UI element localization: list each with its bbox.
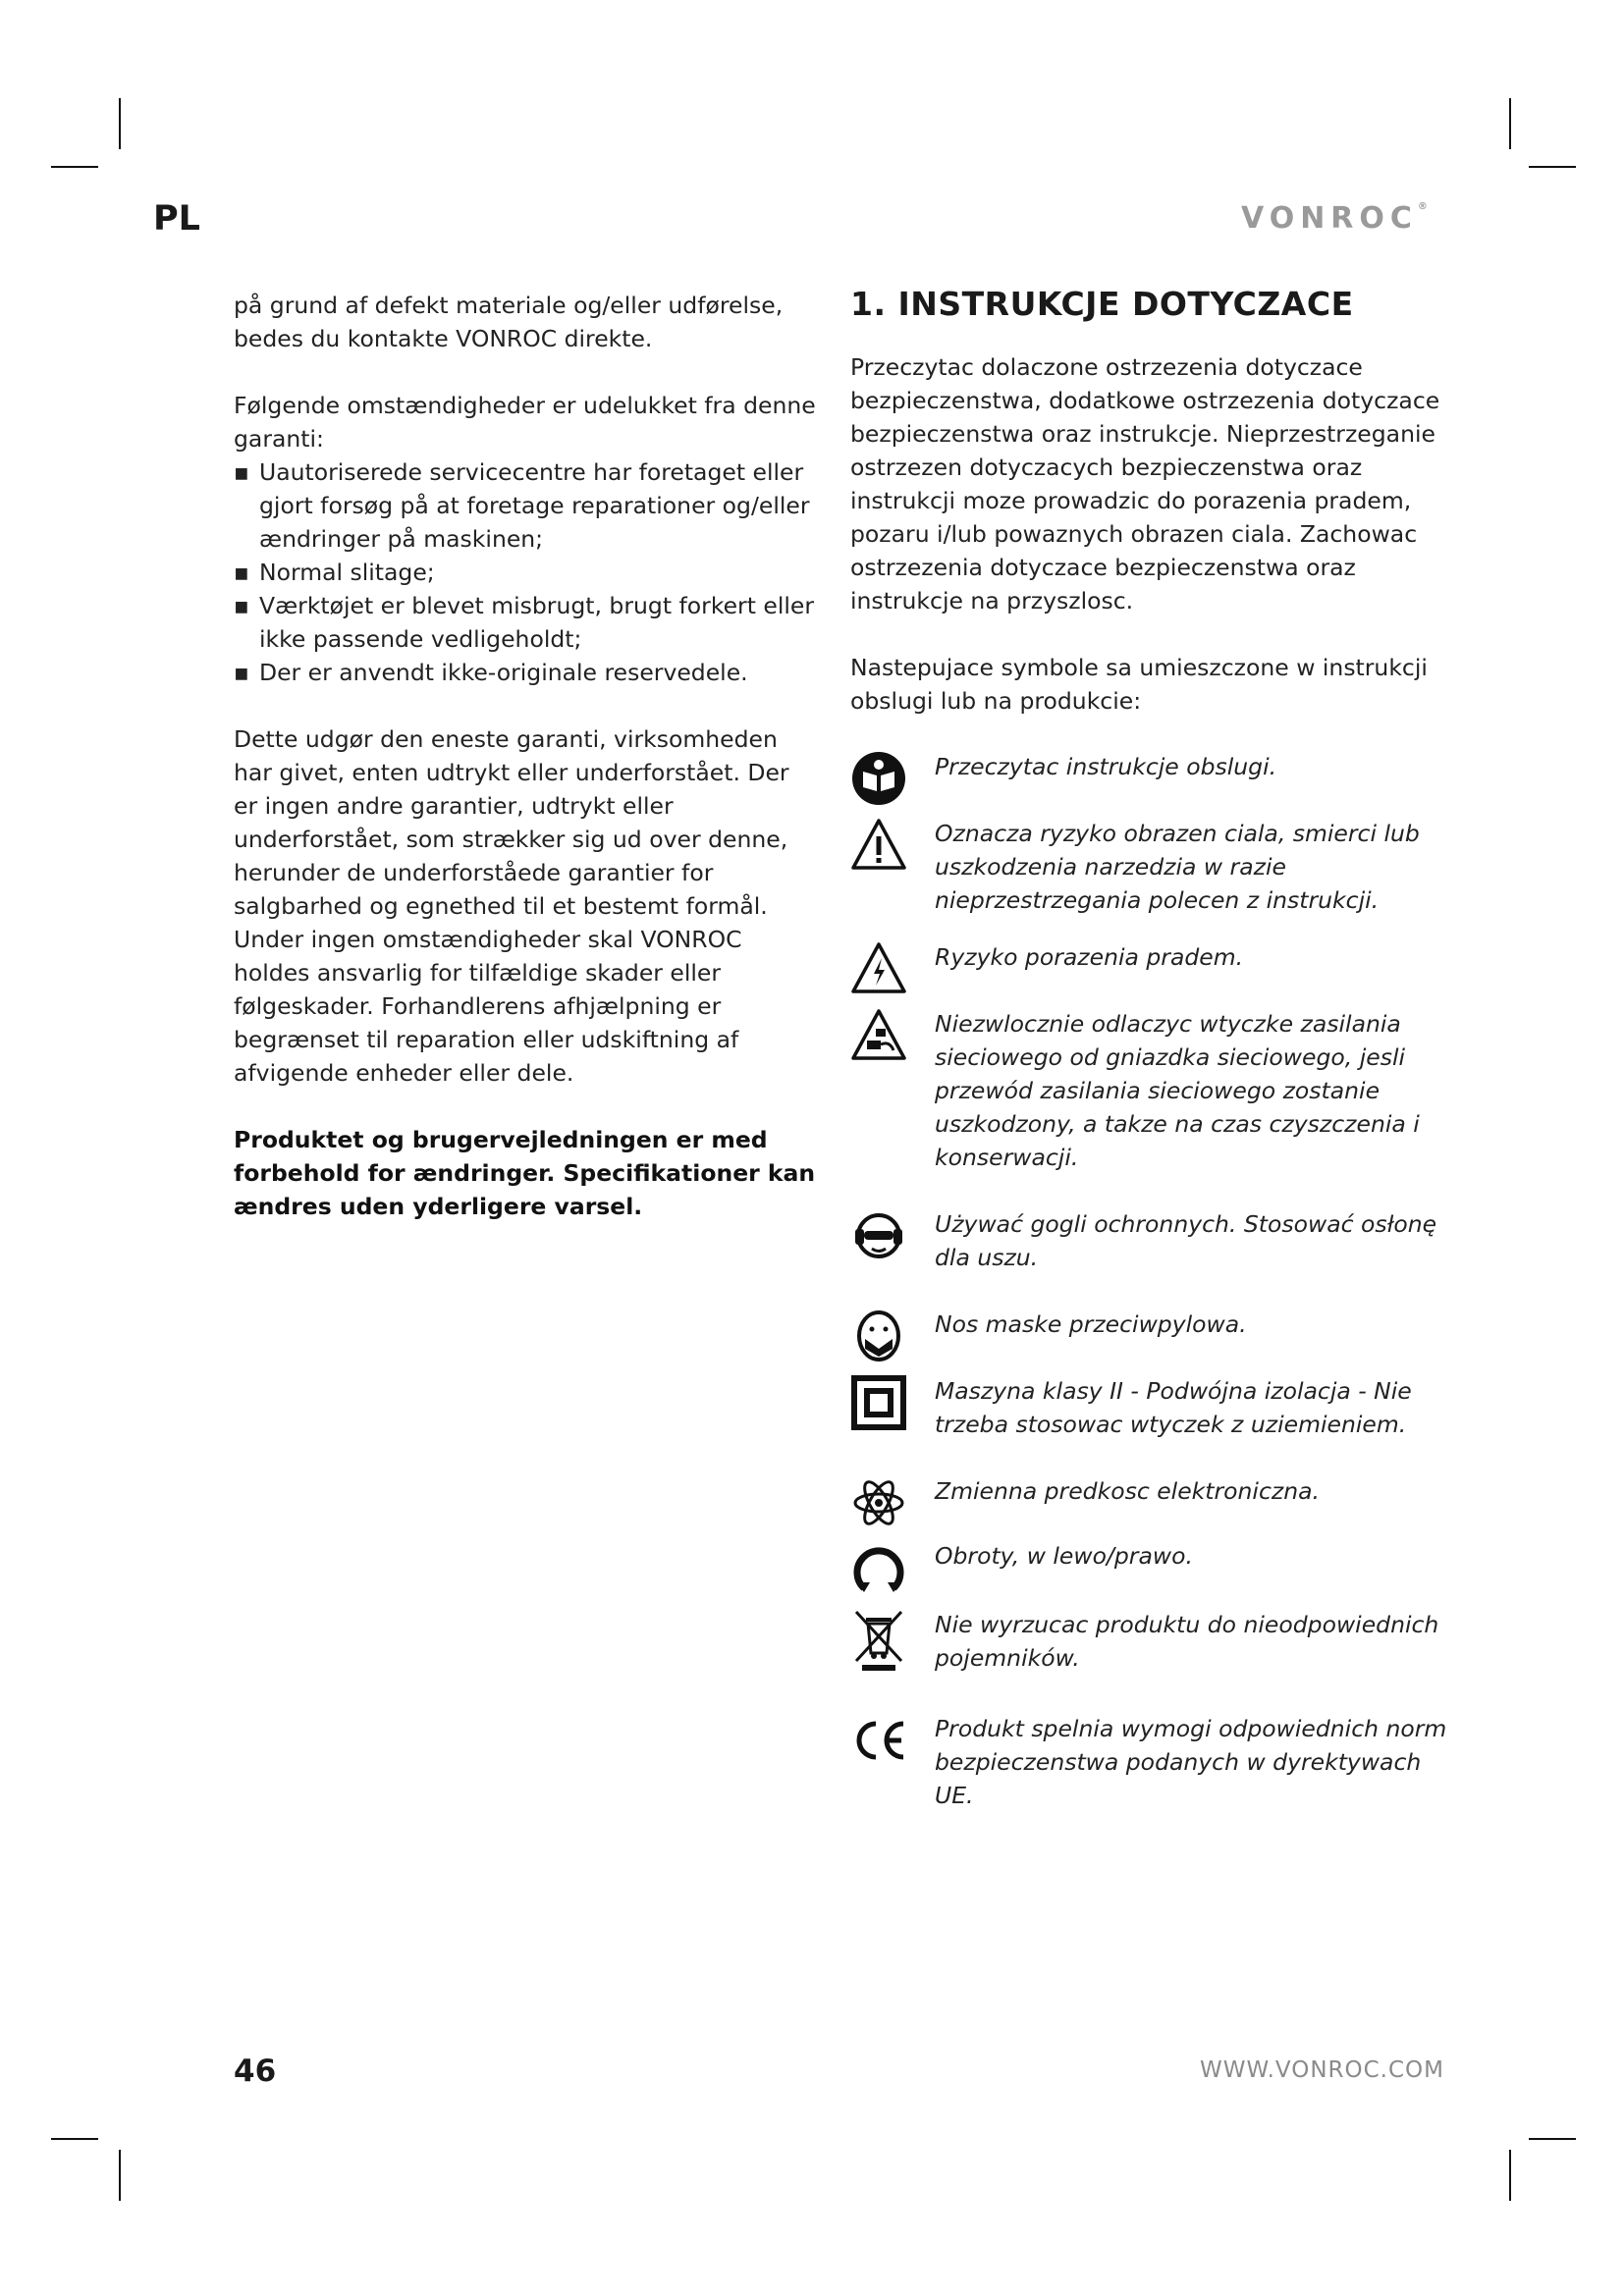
electric-shock-icon: [850, 940, 907, 997]
goggles-earmuffs-icon: [850, 1207, 907, 1264]
warranty-disclaimer-text: Dette udgør den eneste garanti, virksomheden har givet, enten udtrykt eller underforstået. Der er ingen andre garantier, udtrykt eller underforstået, som strækker sig ud over denne, herunder de underforståede garantier for salgbarhed og egnethed til et bestemt formål. Under ingen omstændigheder skal VONROC holdes ansvarlig for tilfældige skader eller følgeskader. Forhandlerens afhjælpning er begrænset til reparation eller udskiftning af afvigende enheder eller dele.: [234, 725, 789, 1087]
crop-mark: [1509, 98, 1511, 149]
class-ii-icon: [850, 1374, 907, 1431]
list-item: ▪ Der er anvendt ikke-originale reservedele.: [234, 659, 748, 686]
section-title: 1. INSTRUKCJE DOTYCZACE: [850, 285, 1354, 323]
rotation-icon: [850, 1539, 907, 1596]
symbols-intro-text: Nastepujace symbole sa umieszczone w instrukcji obslugi lub na produkcie:: [850, 654, 1428, 715]
language-code: PL: [153, 199, 200, 239]
safety-intro-text: Przeczytac dolaczone ostrzezenia dotyczace bezpieczenstwa, dodatkowe ostrzezenia dotyczace bezpieczenstwa oraz instrukcje. Nieprzestrzeganie ostrzezen dotyczacych bezpieczenstwa oraz instrukcji moze prowadzic do porazenia pradem, pozaru i/lub powaznych obrazen ciala. Zachowac ostrzezenia dotyczace bezpieczenstwa oraz instrukcje na przyszlosc.: [850, 353, 1440, 614]
read-manual-icon: [850, 750, 907, 807]
warranty-contact-text: på grund af defekt materiale og/eller udførelse, bedes du kontakte VONROC direkte.: [234, 292, 784, 352]
website-url: WWW.VONROC.COM: [1200, 2057, 1444, 2083]
change-notice-text: Produktet og brugervejledningen er med forbehold for ændringer. Specifikationer kan ændres uden yderligere varsel.: [234, 1126, 816, 1220]
list-item: ▪ Normal slitage;: [234, 559, 435, 586]
unplug-icon: [850, 1007, 907, 1064]
left-column: [234, 289, 819, 1256]
crop-mark: [51, 2138, 98, 2140]
dust-mask-icon: [850, 1308, 907, 1364]
crop-mark: [119, 2150, 121, 2201]
list-item: ▪ Værktøjet er blevet misbrugt, brugt forkert eller ikke passende vedligeholdt;: [234, 592, 815, 653]
variable-speed-icon: [850, 1474, 907, 1531]
ce-mark-icon: [850, 1712, 907, 1769]
page-number: 46: [234, 2054, 277, 2089]
weee-bin-icon: [850, 1608, 907, 1673]
crop-mark: [1529, 166, 1576, 168]
warning-triangle-icon: [850, 817, 907, 874]
crop-mark: [1529, 2138, 1576, 2140]
crop-mark: [51, 166, 98, 168]
brand-logo: VONROC®: [1241, 201, 1428, 236]
crop-mark: [1509, 2150, 1511, 2201]
crop-mark: [119, 98, 121, 149]
list-item: ▪ Uautoriserede servicecentre har foretaget eller gjort forsøg på at foretage reparationer og/eller ændringer på maskinen;: [234, 458, 810, 553]
right-column: [850, 285, 1449, 751]
exclusions-list: [234, 455, 819, 689]
exclusions-intro: Følgende omstændigheder er udelukket fra denne garanti:: [234, 392, 816, 453]
